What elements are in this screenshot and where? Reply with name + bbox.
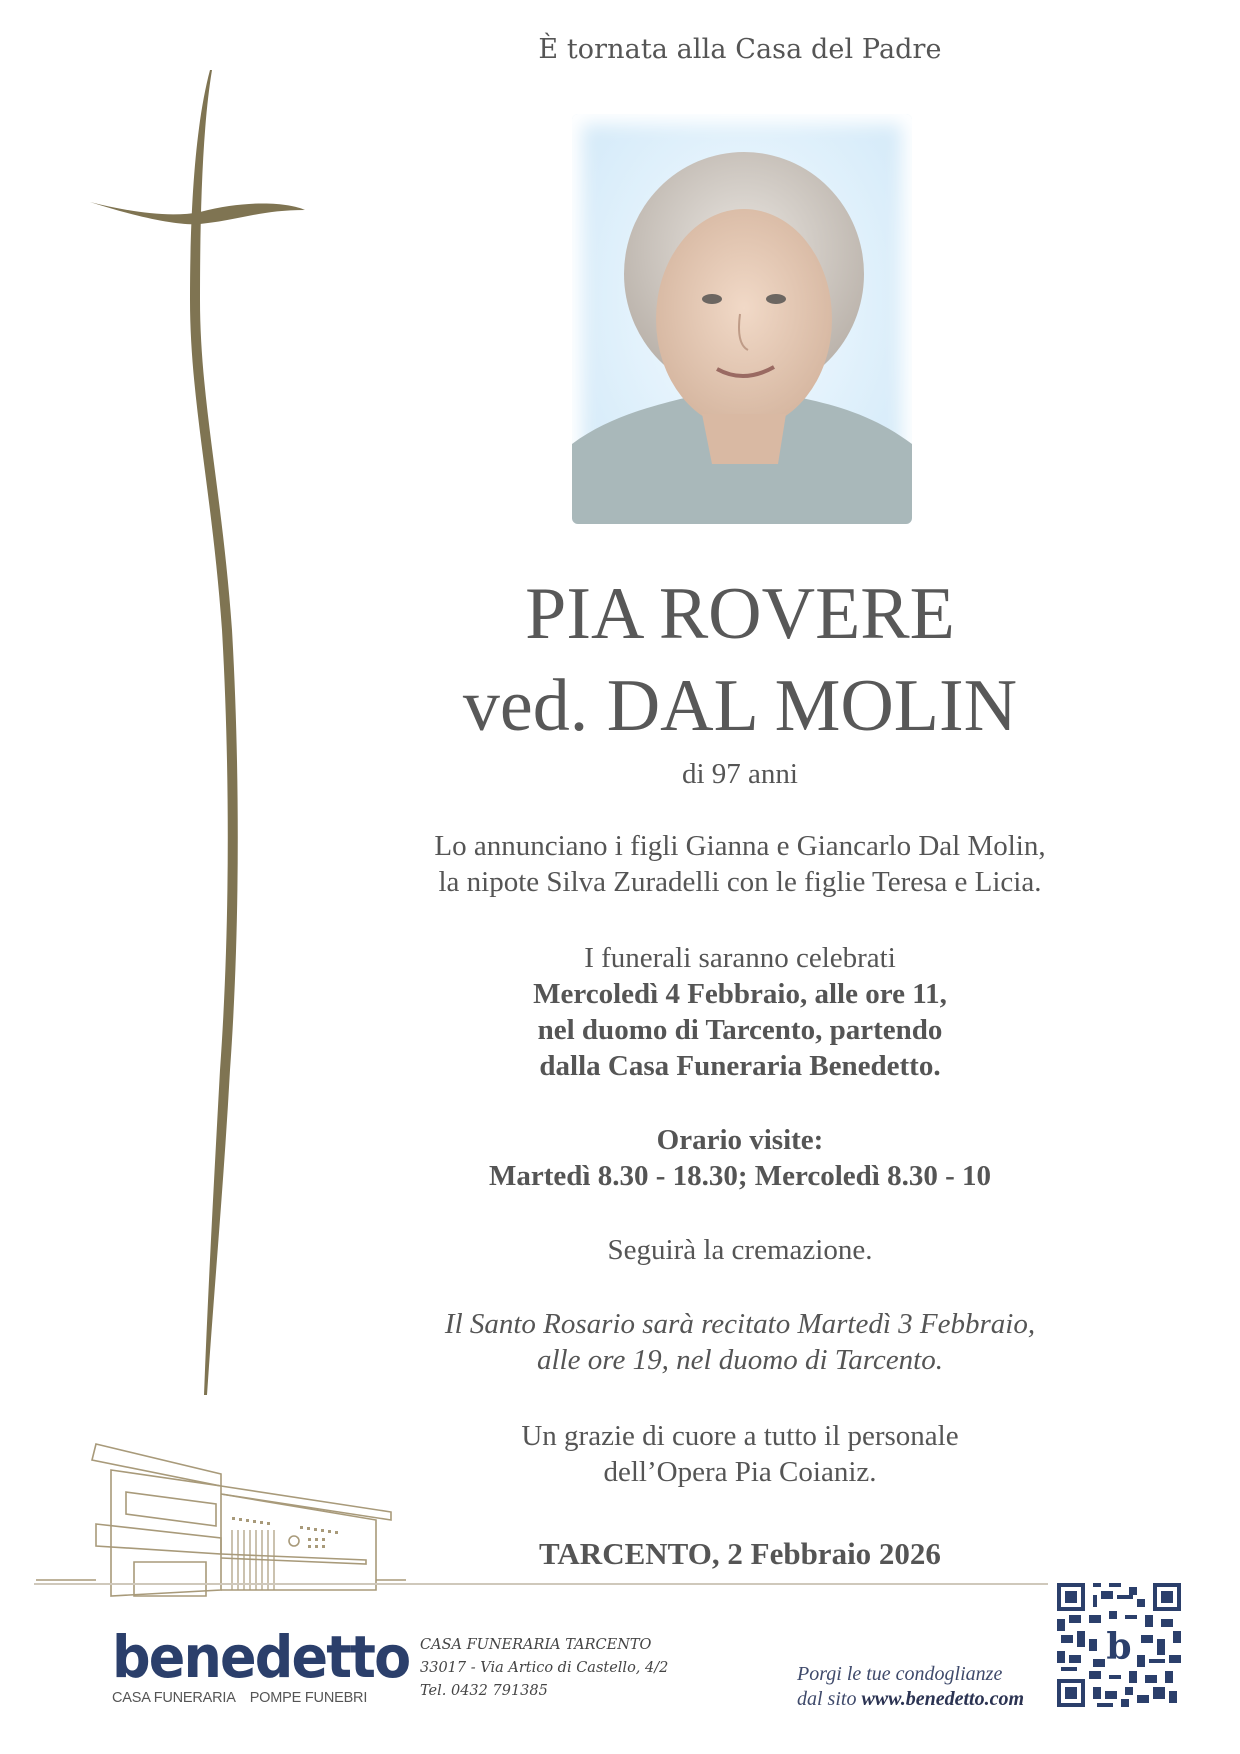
announcement (400, 828, 1080, 900)
visiting-hours (400, 1122, 1080, 1194)
funeral-line-2: nel duomo di Tarcento, partendo (537, 1014, 943, 1046)
logo-subtitle (112, 1690, 432, 1706)
address-line-2: 33017 - Via Artico di Castello, 4/2 (420, 1660, 669, 1676)
cremation-note: Seguirà la cremazione. (607, 1234, 873, 1266)
portrait-photo (572, 114, 912, 524)
announcement-line-2: la nipote Silva Zuradelli con le figlie Teresa e Licia. (438, 866, 1042, 898)
rosary-line-2: alle ore 19, nel duomo di Tarcento. (537, 1344, 943, 1376)
announcement-line-1: Lo annunciano i figli Gianna e Giancarlo Dal Molin, (434, 830, 1046, 862)
condolences-prefix: dal sito (797, 1688, 862, 1710)
footer-divider (34, 1583, 1048, 1585)
rosary-info (400, 1306, 1080, 1378)
deceased-name (400, 568, 1080, 752)
condolences-link[interactable]: www.benedetto.com (861, 1688, 1025, 1710)
thanks-line-1: Un grazie di cuore a tutto il personale (521, 1420, 959, 1452)
qr-code-icon[interactable] (1057, 1583, 1181, 1707)
portrait-image (572, 114, 912, 524)
address-line-1: CASA FUNERARIA TARCENTO (420, 1637, 652, 1653)
age-text: di 97 anni (682, 758, 798, 790)
cross-icon (90, 70, 320, 1400)
name-line-2: ved. DAL MOLIN (462, 665, 1018, 747)
funeral-intro: I funerali saranno celebrati (584, 942, 896, 974)
visits-hours: Martedì 8.30 - 18.30; Mercoledì 8.30 - 10 (488, 1160, 991, 1192)
funeral-info (400, 940, 1080, 1084)
place-date: TARCENTO, 2 Febbraio 2026 (539, 1536, 941, 1571)
logo-wordmark: benedetto (112, 1623, 410, 1691)
name-line-1: PIA ROVERE (525, 573, 955, 655)
condolences-note (797, 1662, 1024, 1712)
building-illustration (36, 1430, 406, 1600)
funeral-line-1: Mercoledì 4 Febbraio, alle ore 11, (533, 978, 947, 1010)
logo-sub-2: POMPE FUNEBRI (249, 1690, 368, 1706)
thanks-note (400, 1418, 1080, 1490)
thanks-line-2: dell’Opera Pia Coianiz. (603, 1456, 877, 1488)
logo-sub-1: CASA FUNERARIA (112, 1690, 236, 1706)
qr-center-letter: b (1106, 1626, 1132, 1668)
rosary-line-1: Il Santo Rosario sarà recitato Martedì 3 Febbraio, (444, 1308, 1036, 1340)
funeral-home-address (420, 1634, 668, 1703)
visits-title: Orario visite: (656, 1124, 824, 1156)
benedetto-logo[interactable] (112, 1623, 432, 1706)
funeral-line-3: dalla Casa Funeraria Benedetto. (539, 1050, 941, 1082)
intro-text: È tornata alla Casa del Padre (538, 34, 942, 65)
condolences-line-1: Porgi le tue condoglianze (797, 1663, 1003, 1685)
address-phone: Tel. 0432 791385 (420, 1683, 548, 1699)
